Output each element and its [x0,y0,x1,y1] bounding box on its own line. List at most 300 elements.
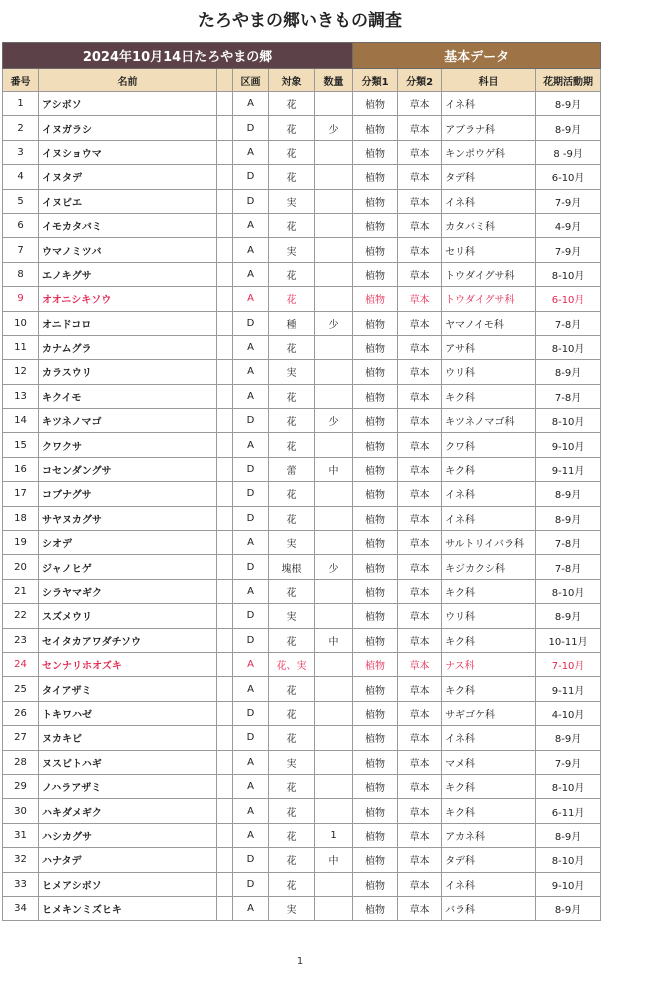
cell-quantity [315,872,353,896]
cell-family: キク科 [442,677,536,701]
table-row [3,311,601,335]
cell-period: 6-10月 [536,165,601,189]
cell-name: セイタカアワダチソウ [39,628,217,652]
cell-area: A [233,652,269,676]
cell-class1: 植物 [353,238,398,262]
cell-number: 10 [3,311,39,335]
table-row [3,482,601,506]
table-row [3,823,601,847]
cell-class1: 植物 [353,311,398,335]
cell-name: キクイモ [39,384,217,408]
cell-family: タデ科 [442,848,536,872]
header-quantity: 数量 [315,69,353,92]
table-row [3,238,601,262]
cell-class2: 草本 [398,555,442,579]
cell-blank [217,579,233,603]
cell-class1: 植物 [353,262,398,286]
cell-target: 花 [269,628,315,652]
cell-period: 4-9月 [536,213,601,237]
cell-name: コブナグサ [39,482,217,506]
cell-family: アサ科 [442,335,536,359]
cell-name: シラヤマギク [39,579,217,603]
cell-class1: 植物 [353,189,398,213]
cell-blank [217,506,233,530]
cell-quantity: 中 [315,848,353,872]
cell-class1: 植物 [353,165,398,189]
cell-class1: 植物 [353,823,398,847]
table-row [3,384,601,408]
cell-blank [217,116,233,140]
cell-number: 12 [3,360,39,384]
header-period: 花期活動期 [536,69,601,92]
cell-quantity [315,506,353,530]
cell-number: 30 [3,799,39,823]
cell-class2: 草本 [398,726,442,750]
cell-number: 9 [3,287,39,311]
header-area: 区画 [233,69,269,92]
table-row [3,140,601,164]
cell-period: 8-9月 [536,116,601,140]
table-row [3,165,601,189]
cell-area: D [233,555,269,579]
table-row [3,409,601,433]
cell-blank [217,799,233,823]
cell-quantity [315,433,353,457]
survey-date-band: 2024年10月14日たろやまの郷 [3,43,353,69]
table-row [3,701,601,725]
cell-blank [217,628,233,652]
cell-class2: 草本 [398,238,442,262]
cell-number: 5 [3,189,39,213]
cell-quantity: 少 [315,409,353,433]
cell-quantity [315,750,353,774]
cell-target: 花 [269,701,315,725]
cell-family: トウダイグサ科 [442,287,536,311]
cell-name: アシボソ [39,92,217,116]
cell-area: A [233,262,269,286]
cell-family: セリ科 [442,238,536,262]
cell-target: 花 [269,726,315,750]
cell-name: スズメウリ [39,604,217,628]
cell-period: 8-10月 [536,335,601,359]
cell-quantity [315,335,353,359]
cell-area: A [233,579,269,603]
cell-period: 6-11月 [536,799,601,823]
cell-class2: 草本 [398,628,442,652]
header-target: 対象 [269,69,315,92]
cell-target: 花 [269,213,315,237]
cell-name: ヌスビトハギ [39,750,217,774]
cell-target: 花 [269,848,315,872]
cell-period: 10-11月 [536,628,601,652]
table-row [3,433,601,457]
cell-quantity [315,384,353,408]
document-title: たろやまの郷いきもの調査 [198,11,402,31]
cell-target: 花 [269,506,315,530]
cell-family: マメ科 [442,750,536,774]
cell-class1: 植物 [353,726,398,750]
cell-name: キツネノマゴ [39,409,217,433]
cell-target: 花 [269,774,315,798]
cell-name: ウマノミツバ [39,238,217,262]
cell-class1: 植物 [353,604,398,628]
cell-family: キク科 [442,457,536,481]
cell-class1: 植物 [353,457,398,481]
cell-area: A [233,384,269,408]
cell-blank [217,872,233,896]
cell-area: A [233,677,269,701]
cell-class2: 草本 [398,482,442,506]
cell-area: D [233,409,269,433]
cell-blank [217,311,233,335]
cell-target: 花 [269,287,315,311]
cell-blank [217,287,233,311]
cell-class1: 植物 [353,628,398,652]
cell-period: 8-10月 [536,774,601,798]
survey-table [2,42,601,921]
cell-number: 4 [3,165,39,189]
cell-name: クワクサ [39,433,217,457]
cell-area: A [233,823,269,847]
cell-blank [217,189,233,213]
cell-class2: 草本 [398,531,442,555]
cell-target: 花 [269,482,315,506]
cell-family: サルトリイバラ科 [442,531,536,555]
cell-period: 8-9月 [536,896,601,920]
cell-number: 29 [3,774,39,798]
cell-blank [217,335,233,359]
cell-area: A [233,213,269,237]
cell-class2: 草本 [398,140,442,164]
cell-target: 種 [269,311,315,335]
cell-target: 花、実 [269,652,315,676]
cell-class2: 草本 [398,213,442,237]
cell-name: ハシカグサ [39,823,217,847]
cell-class1: 植物 [353,360,398,384]
cell-class1: 植物 [353,774,398,798]
cell-class2: 草本 [398,335,442,359]
cell-name: エノキグサ [39,262,217,286]
column-header-row [3,69,601,92]
cell-class2: 草本 [398,92,442,116]
cell-blank [217,896,233,920]
table-row [3,335,601,359]
cell-name: イモカタバミ [39,213,217,237]
cell-number: 3 [3,140,39,164]
cell-class2: 草本 [398,848,442,872]
cell-number: 24 [3,652,39,676]
cell-number: 34 [3,896,39,920]
cell-area: A [233,140,269,164]
cell-class2: 草本 [398,604,442,628]
cell-quantity [315,604,353,628]
cell-family: キク科 [442,384,536,408]
cell-period: 8-9月 [536,482,601,506]
cell-area: A [233,238,269,262]
cell-class1: 植物 [353,213,398,237]
cell-number: 7 [3,238,39,262]
cell-target: 実 [269,531,315,555]
cell-blank [217,531,233,555]
cell-area: A [233,92,269,116]
cell-number: 8 [3,262,39,286]
cell-area: D [233,457,269,481]
cell-target: 花 [269,677,315,701]
table-row [3,896,601,920]
band-row [3,43,601,69]
cell-class2: 草本 [398,506,442,530]
cell-target: 花 [269,799,315,823]
table-row [3,262,601,286]
table-row [3,579,601,603]
cell-blank [217,409,233,433]
cell-class1: 植物 [353,482,398,506]
cell-class1: 植物 [353,140,398,164]
cell-quantity: 少 [315,116,353,140]
cell-blank [217,140,233,164]
cell-name: オオニシキソウ [39,287,217,311]
cell-blank [217,384,233,408]
cell-area: D [233,116,269,140]
cell-class2: 草本 [398,165,442,189]
table-row [3,652,601,676]
cell-family: イネ科 [442,872,536,896]
cell-area: A [233,335,269,359]
cell-area: D [233,628,269,652]
cell-quantity [315,799,353,823]
cell-area: D [233,311,269,335]
cell-area: A [233,433,269,457]
header-blank [217,69,233,92]
cell-blank [217,652,233,676]
cell-family: キジカクシ科 [442,555,536,579]
cell-class1: 植物 [353,872,398,896]
table-row [3,677,601,701]
cell-family: クワ科 [442,433,536,457]
cell-class2: 草本 [398,652,442,676]
cell-number: 6 [3,213,39,237]
cell-class2: 草本 [398,799,442,823]
cell-class2: 草本 [398,384,442,408]
table-row [3,457,601,481]
cell-quantity [315,896,353,920]
cell-number: 11 [3,335,39,359]
cell-name: ハナタデ [39,848,217,872]
cell-period: 8-10月 [536,579,601,603]
cell-class1: 植物 [353,896,398,920]
cell-name: ノハラアザミ [39,774,217,798]
cell-number: 21 [3,579,39,603]
cell-quantity: 1 [315,823,353,847]
cell-area: D [233,482,269,506]
cell-area: D [233,848,269,872]
cell-period: 7-9月 [536,189,601,213]
basic-data-band: 基本データ [353,43,601,69]
cell-name: ヒメアシボソ [39,872,217,896]
table-row [3,531,601,555]
cell-target: 花 [269,409,315,433]
cell-number: 15 [3,433,39,457]
cell-blank [217,262,233,286]
cell-target: 実 [269,604,315,628]
cell-class2: 草本 [398,311,442,335]
cell-target: 実 [269,896,315,920]
cell-target: 花 [269,116,315,140]
table-body [3,92,601,921]
table-row [3,213,601,237]
cell-period: 4-10月 [536,701,601,725]
cell-family: キツネノマゴ科 [442,409,536,433]
cell-quantity [315,213,353,237]
cell-family: サギゴケ科 [442,701,536,725]
cell-family: キク科 [442,628,536,652]
cell-class1: 植物 [353,433,398,457]
table-row [3,506,601,530]
cell-period: 9-11月 [536,457,601,481]
cell-class1: 植物 [353,531,398,555]
cell-quantity: 中 [315,457,353,481]
cell-blank [217,433,233,457]
cell-class1: 植物 [353,555,398,579]
cell-period: 8-9月 [536,726,601,750]
cell-class1: 植物 [353,652,398,676]
cell-name: コセンダングサ [39,457,217,481]
cell-number: 14 [3,409,39,433]
cell-family: キンポウゲ科 [442,140,536,164]
cell-quantity [315,579,353,603]
cell-family: バラ科 [442,896,536,920]
table-row [3,360,601,384]
cell-quantity [315,165,353,189]
cell-blank [217,92,233,116]
header-number: 番号 [3,69,39,92]
cell-area: A [233,531,269,555]
cell-number: 25 [3,677,39,701]
cell-number: 16 [3,457,39,481]
cell-family: イネ科 [442,189,536,213]
cell-area: A [233,799,269,823]
cell-quantity [315,92,353,116]
cell-family: アカネ科 [442,823,536,847]
header-class2: 分類2 [398,69,442,92]
header-name: 名前 [39,69,217,92]
cell-quantity [315,482,353,506]
cell-number: 23 [3,628,39,652]
cell-family: ウリ科 [442,604,536,628]
cell-class2: 草本 [398,409,442,433]
cell-period: 9-10月 [536,433,601,457]
cell-class1: 植物 [353,287,398,311]
cell-family: タデ科 [442,165,536,189]
cell-quantity [315,189,353,213]
table-row [3,848,601,872]
cell-blank [217,213,233,237]
cell-quantity [315,287,353,311]
cell-period: 8-10月 [536,409,601,433]
cell-area: D [233,189,269,213]
page-number: 1 [296,956,304,967]
cell-blank [217,604,233,628]
cell-area: A [233,750,269,774]
cell-name: イヌタデ [39,165,217,189]
cell-period: 7-9月 [536,750,601,774]
cell-blank [217,677,233,701]
cell-name: シオデ [39,531,217,555]
table-row [3,116,601,140]
cell-quantity [315,677,353,701]
cell-blank [217,848,233,872]
cell-target: 実 [269,189,315,213]
cell-class2: 草本 [398,116,442,140]
cell-class2: 草本 [398,579,442,603]
cell-number: 18 [3,506,39,530]
cell-area: D [233,506,269,530]
cell-quantity [315,140,353,164]
cell-target: 花 [269,92,315,116]
cell-quantity [315,360,353,384]
cell-area: A [233,774,269,798]
cell-blank [217,726,233,750]
table-row [3,726,601,750]
cell-target: 花 [269,335,315,359]
cell-family: イネ科 [442,726,536,750]
cell-quantity [315,652,353,676]
cell-blank [217,457,233,481]
cell-period: 8-9月 [536,823,601,847]
cell-class2: 草本 [398,457,442,481]
cell-number: 28 [3,750,39,774]
cell-period: 7-8月 [536,555,601,579]
cell-family: トウダイグサ科 [442,262,536,286]
cell-period: 7-9月 [536,238,601,262]
cell-target: 花 [269,140,315,164]
cell-quantity [315,701,353,725]
cell-class2: 草本 [398,896,442,920]
cell-area: D [233,701,269,725]
table-row [3,628,601,652]
cell-number: 31 [3,823,39,847]
cell-target: 花 [269,384,315,408]
cell-class2: 草本 [398,823,442,847]
cell-area: A [233,896,269,920]
cell-quantity [315,262,353,286]
table-row [3,189,601,213]
cell-number: 2 [3,116,39,140]
cell-blank [217,165,233,189]
cell-name: トキワハゼ [39,701,217,725]
cell-class2: 草本 [398,189,442,213]
cell-family: キク科 [442,799,536,823]
cell-quantity: 中 [315,628,353,652]
cell-quantity [315,531,353,555]
cell-name: ヒメキンミズヒキ [39,896,217,920]
cell-name: センナリホオズキ [39,652,217,676]
cell-class2: 草本 [398,287,442,311]
cell-target: 塊根 [269,555,315,579]
cell-family: イネ科 [442,92,536,116]
cell-family: アブラナ科 [442,116,536,140]
cell-blank [217,774,233,798]
cell-class1: 植物 [353,848,398,872]
cell-name: イヌショウマ [39,140,217,164]
cell-period: 8-9月 [536,604,601,628]
cell-number: 22 [3,604,39,628]
cell-period: 6-10月 [536,287,601,311]
cell-quantity [315,238,353,262]
cell-target: 花 [269,262,315,286]
cell-number: 17 [3,482,39,506]
cell-family: キク科 [442,774,536,798]
